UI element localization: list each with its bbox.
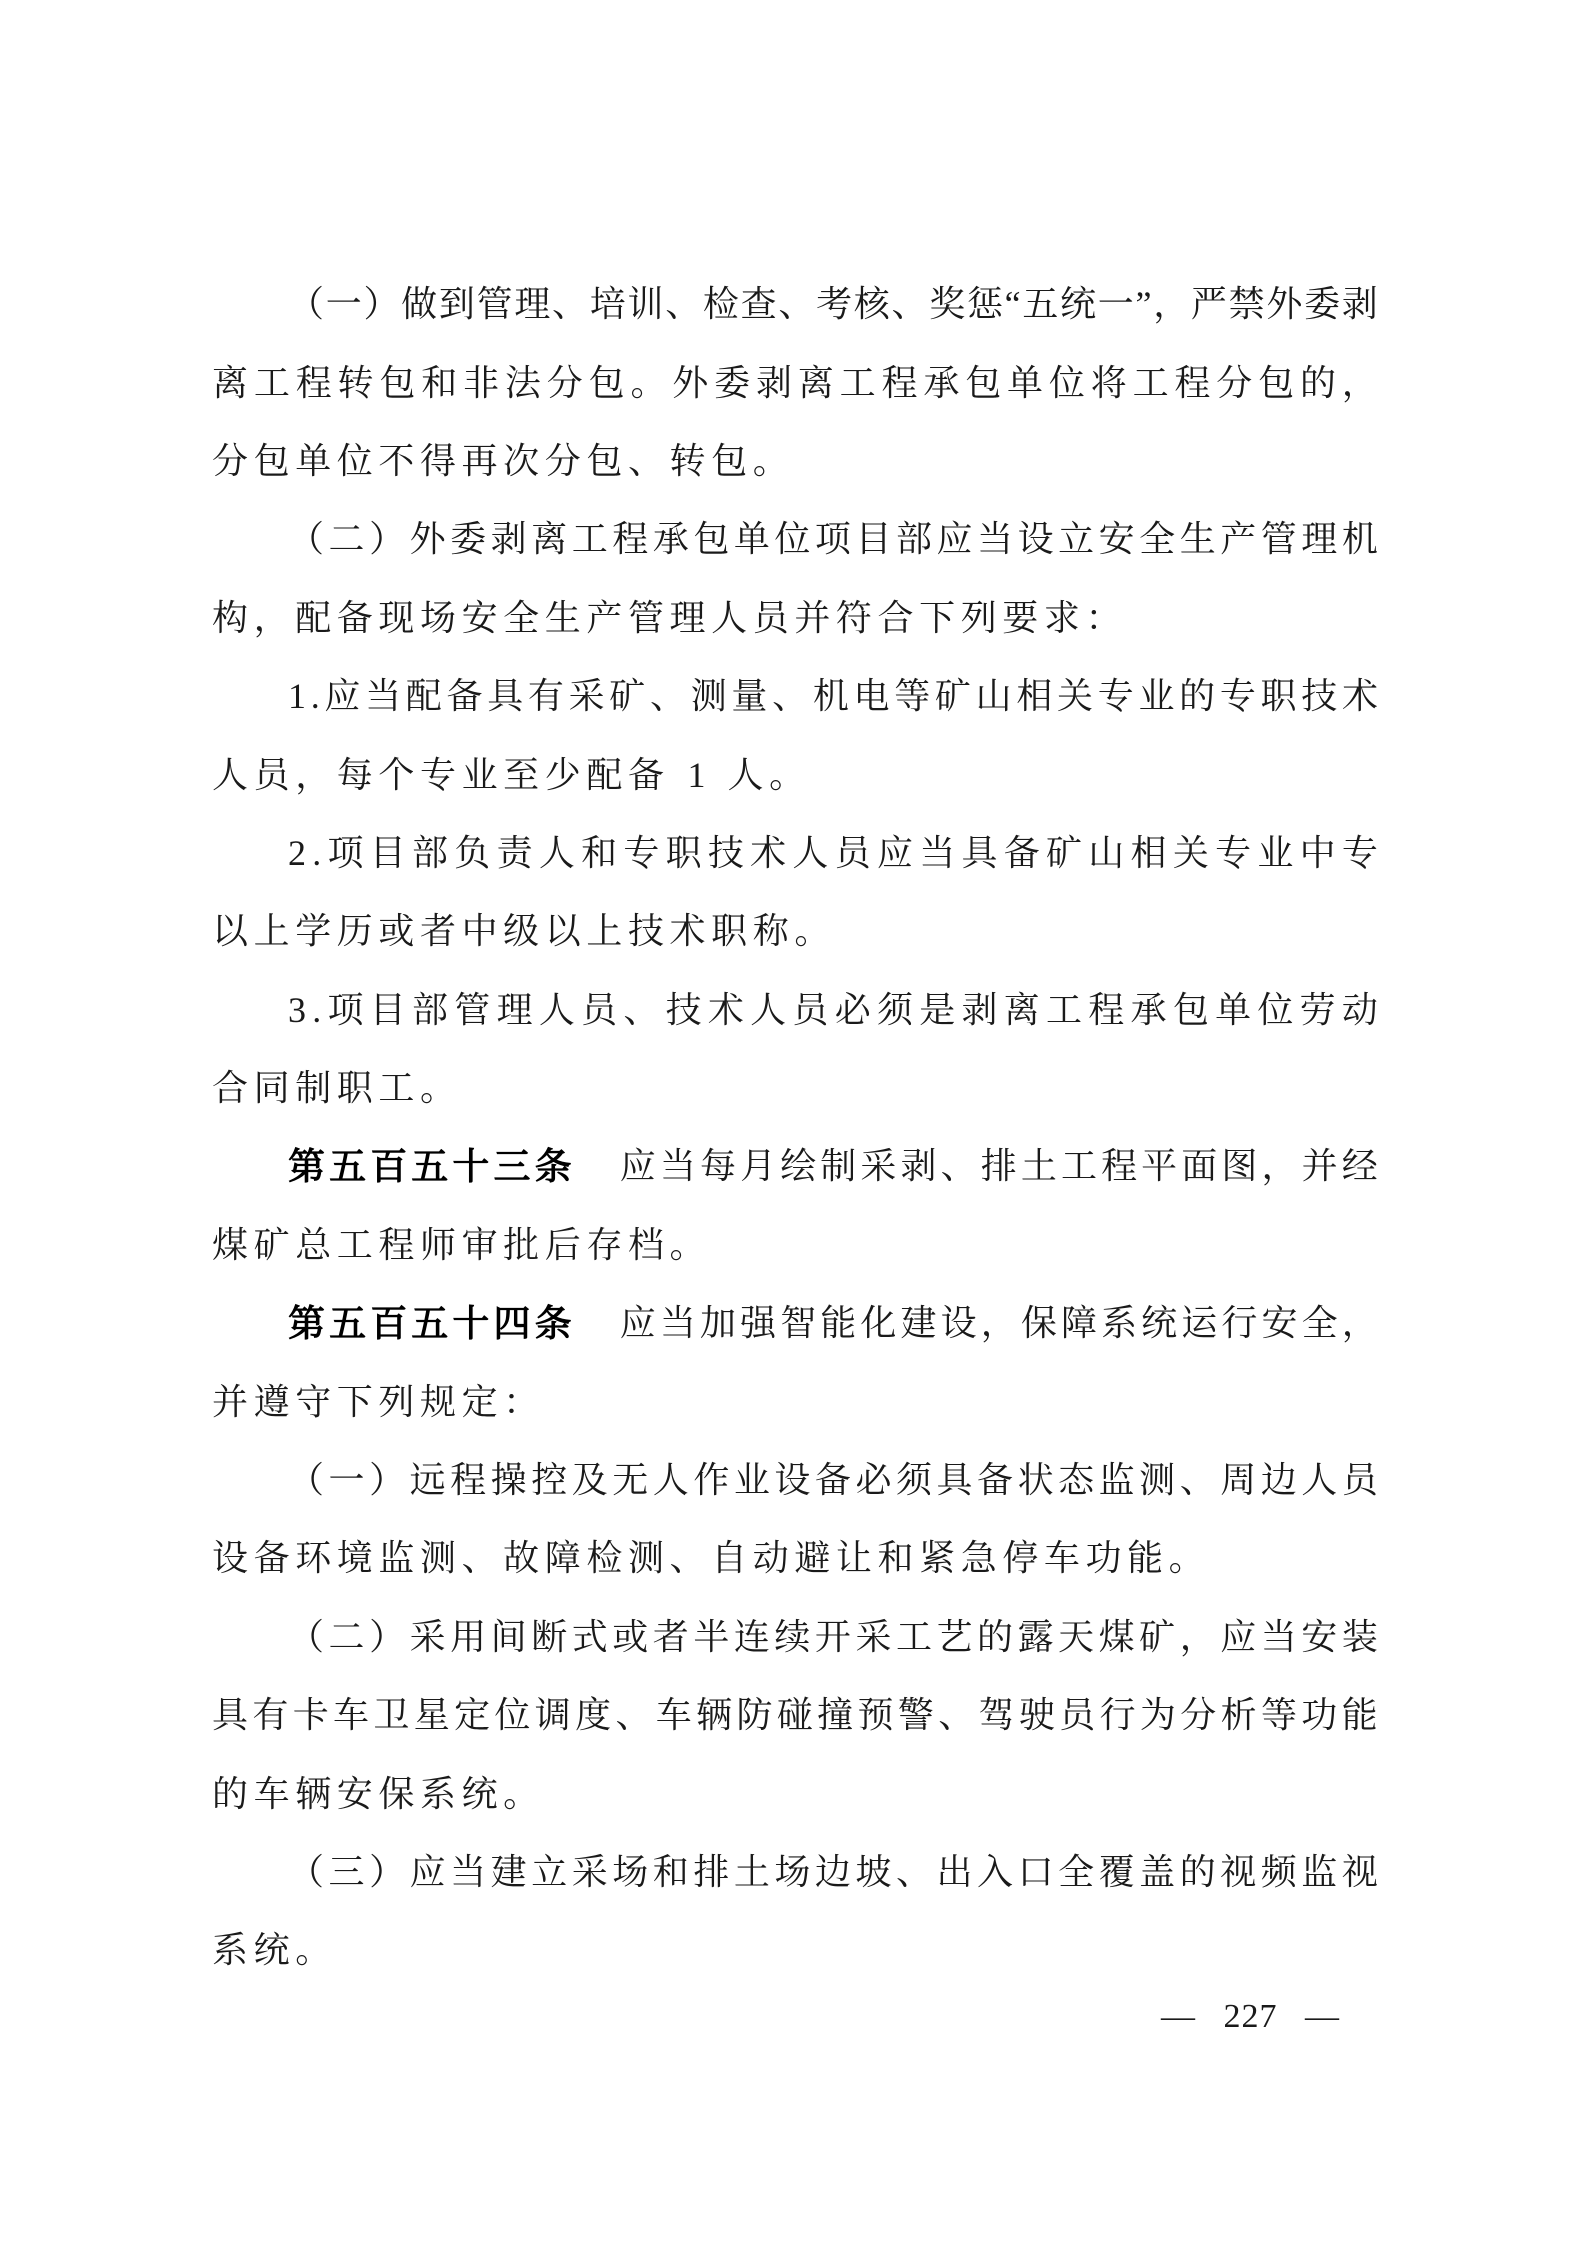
text-line: （ 三 ） 应 当 建 立 采 场 和 排 土 场 边 坡 、 出 入 口 全 覆 盖 的 视 频 监 视 — [288, 1852, 1378, 1892]
text-line: 煤 矿 总 工 程 师 审 批 后 存 档 。 — [212, 1224, 706, 1265]
text-line: 合 同 制 职 工 。 — [212, 1068, 456, 1109]
text-line: 构 ， 配 备 现 场 安 全 生 产 管 理 人 员 并 符 合 下 列 要 求 ： — [212, 597, 1122, 638]
text-line: 分 包 单 位 不 得 再 次 分 包 、 转 包 。 — [212, 440, 789, 481]
article-heading-line: 第 五 百 五 十 四 条 应 当 加 强 智 能 化 建 设 ， 保 障 系 统 运 行 安 全 ， — [288, 1302, 1378, 1344]
text-line: 人 员 ， 每 个 专 业 至 少 配 备 1 人 。 — [212, 754, 806, 795]
text-line: 的 车 辆 安 保 系 统 。 — [212, 1773, 540, 1814]
text-line: （ 一 ） 做 到 管 理 、 培 训 、 检 查 、 考 核 、 奖 惩 “ 五 统 一 ” ， 严 禁 外 委 剥 — [288, 284, 1378, 325]
document-body — [212, 265, 1378, 1990]
text-line: 以 上 学 历 或 者 中 级 以 上 技 术 职 称 。 — [212, 911, 831, 952]
text-line: （ 一 ） 远 程 操 控 及 无 人 作 业 设 备 必 须 具 备 状 态 监 测 、 周 边 人 员 — [288, 1460, 1378, 1501]
text-line: 设 备 环 境 监 测 、 故 障 检 测 、 自 动 避 让 和 紧 急 停 车 功 能 。 — [212, 1538, 1205, 1579]
article-heading-line: 第 五 百 五 十 三 条 应 当 每 月 绘 制 采 剥 、 排 土 工 程 平 面 图 ， 并 经 — [288, 1145, 1378, 1187]
text-line: （ 二 ） 采 用 间 断 式 或 者 半 连 续 开 采 工 艺 的 露 天 煤 矿 ， 应 当 安 装 — [288, 1616, 1378, 1657]
text-line: （ 二 ） 外 委 剥 离 工 程 承 包 单 位 项 目 部 应 当 设 立 安 全 生 产 管 理 机 — [288, 519, 1378, 560]
text-line: 3 . 项 目 部 管 理 人 员 、 技 术 人 员 必 须 是 剥 离 工 程 承 包 单 位 劳 动 — [288, 989, 1378, 1030]
text-line: 离 工 程 转 包 和 非 法 分 包 。 外 委 剥 离 工 程 承 包 单 位 将 工 程 分 包 的 ， — [212, 362, 1378, 403]
text-line: 并 遵 守 下 列 规 定 ： — [212, 1381, 540, 1422]
text-line: 具 有 卡 车 卫 星 定 位 调 度 、 车 辆 防 碰 撞 预 警 、 驾 驶 员 行 为 分 析 等 功 能 — [212, 1695, 1378, 1736]
text-line: 系 统 。 — [212, 1930, 332, 1971]
text-line: 2 . 项 目 部 负 责 人 和 专 职 技 术 人 员 应 当 具 备 矿 山 相 关 专 业 中 专 — [288, 832, 1378, 873]
page-number: — 227 — — [1161, 1998, 1340, 2035]
text-line: 1 . 应 当 配 备 具 有 采 矿 、 测 量 、 机 电 等 矿 山 相 关 专 业 的 专 职 技 术 — [288, 676, 1378, 717]
